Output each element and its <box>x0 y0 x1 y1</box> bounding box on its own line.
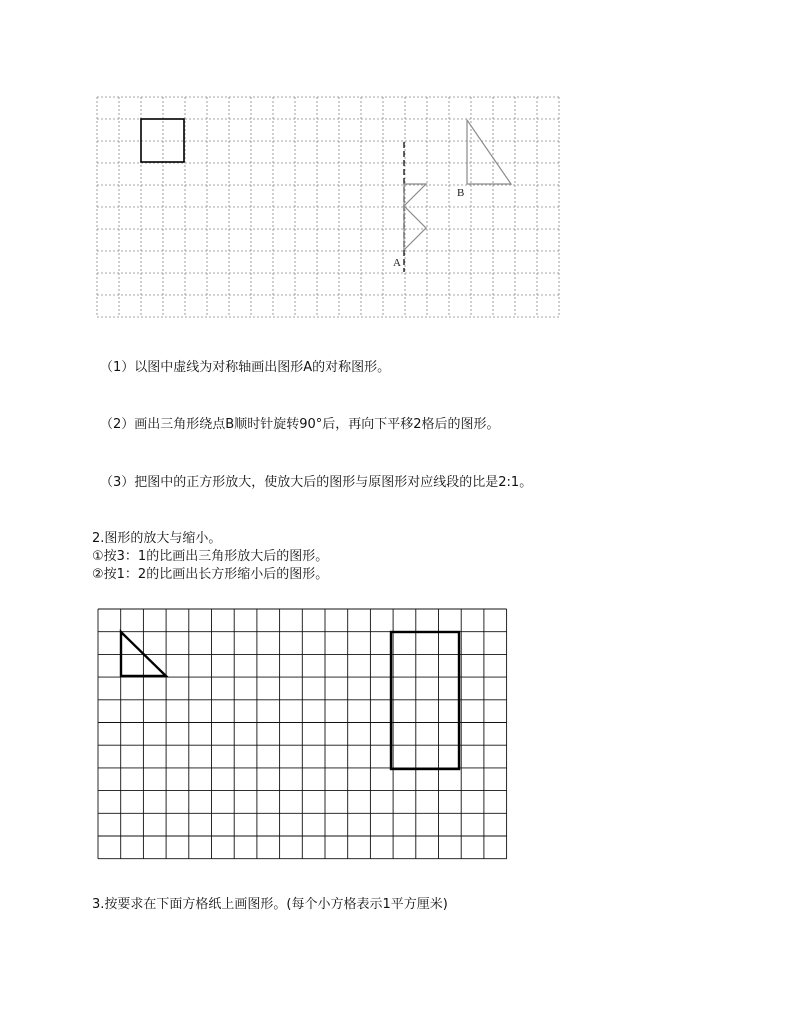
triangle-b <box>467 120 511 184</box>
question-1: （1）以图中虚线为对称轴画出图形A的对称图形。 <box>100 360 391 375</box>
section2-title: 2.图形的放大与缩小。 <box>92 531 222 546</box>
rectangle-shape <box>391 632 459 769</box>
square-shape <box>141 119 184 162</box>
question-3: （3）把图中的正方形放大，使放大后的图形与原图形对应线段的比是2:1。 <box>100 475 533 490</box>
solid-grid-figure <box>0 590 794 880</box>
dashed-grid-lines <box>97 97 559 317</box>
section2-item-2: ②按1：2的比画出长方形缩小后的图形。 <box>92 567 329 582</box>
dashed-grid-figure <box>0 0 794 330</box>
figure-a <box>404 184 426 250</box>
question-2: （2）画出三角形绕点B顺时针旋转90°后，再向下平移2格后的图形。 <box>100 417 500 432</box>
label-b: B <box>457 187 465 199</box>
section2-item-1: ①按3：1的比画出三角形放大后的图形。 <box>92 549 329 564</box>
label-a: A <box>393 257 401 269</box>
section3-title: 3.按要求在下面方格纸上画图形。(每个小方格表示1平方厘米) <box>92 897 448 912</box>
solid-grid-lines <box>98 609 507 859</box>
